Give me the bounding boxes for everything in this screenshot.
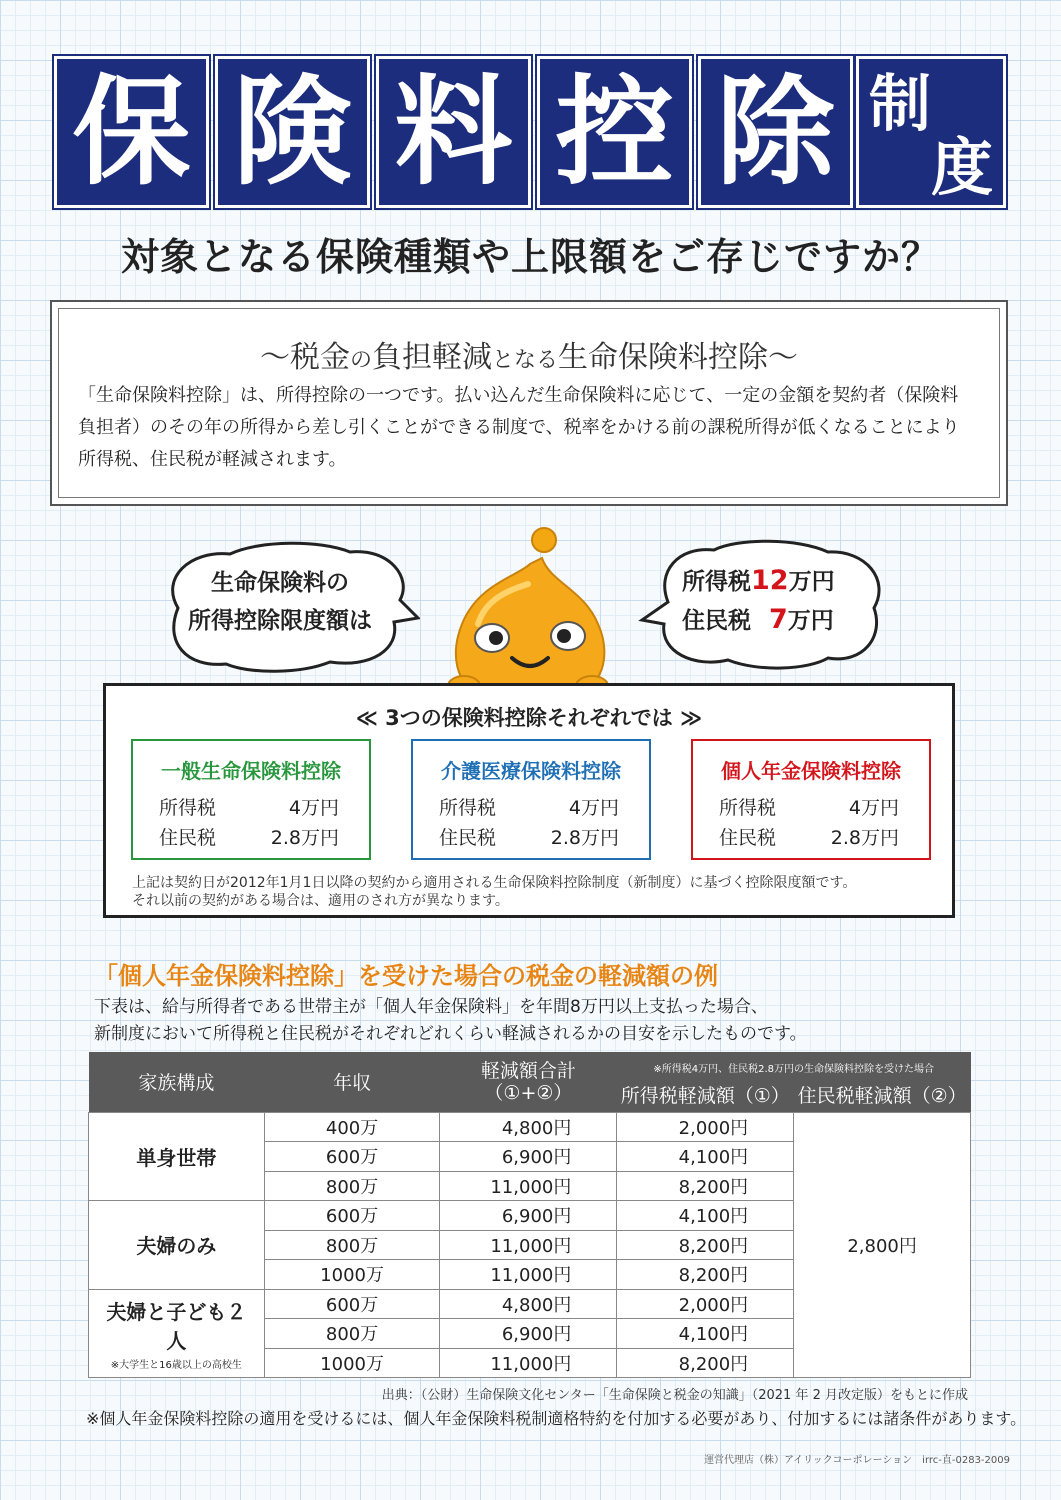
total-cell: 11,000円	[440, 1171, 617, 1201]
card-title: 介護医療保険料控除	[441, 759, 621, 783]
total-cell: 4,800円	[440, 1289, 617, 1319]
mascot-character	[438, 524, 618, 696]
income-tax-cell: 4,100円	[617, 1142, 794, 1172]
speech-bubble-left	[150, 538, 420, 676]
reduction-table	[88, 1052, 971, 1378]
card-income-label: 所得税	[719, 797, 777, 819]
income-tax-cell: 4,100円	[617, 1201, 794, 1231]
card-income-label: 所得税	[159, 797, 217, 819]
three-deductions-frame	[103, 683, 955, 918]
income-tax-label: 所得税	[682, 569, 751, 595]
card-general-life	[131, 739, 371, 860]
family-cell	[89, 1112, 265, 1201]
card-income-row	[439, 793, 619, 820]
footnote: ※個人年金保険料控除の適用を受けるには、個人年金保険料税制適格特約を付加する必要があり、付加するには諸条件があります。	[86, 1409, 1027, 1428]
card-resident-value: 2.8万円	[830, 827, 899, 849]
header-total-sub: （①+②）	[484, 1081, 573, 1104]
income-tax-cell: 2,000円	[617, 1112, 794, 1142]
bubble-right-resident-row	[682, 601, 872, 640]
bubble-right-income-row	[682, 562, 872, 601]
income-cell: 600万	[264, 1142, 440, 1172]
card-resident-row	[159, 823, 339, 850]
income-tax-cell: 2,000円	[617, 1289, 794, 1319]
resident-tax-value: 7	[769, 604, 788, 635]
note-line-2: それ以前の契約がある場合は、適用のされ方が異なります。	[132, 893, 509, 909]
income-cell: 1000万	[264, 1348, 440, 1378]
three-deductions-note	[132, 874, 856, 910]
income-tax-cell: 8,200円	[617, 1348, 794, 1378]
card-title: 一般生命保険料控除	[161, 759, 341, 783]
family-label: 単身世帯	[136, 1145, 217, 1170]
card-resident-value: 2.8万円	[550, 827, 619, 849]
card-resident-label: 住民税	[719, 827, 777, 849]
income-tax-cell: 8,200円	[617, 1171, 794, 1201]
bubble-left-line-1: 生命保険料の	[211, 570, 349, 596]
card-income-row	[159, 793, 339, 820]
total-cell: 11,000円	[440, 1260, 617, 1290]
total-cell: 11,000円	[440, 1348, 617, 1378]
income-cell: 600万	[264, 1289, 440, 1319]
heading-part-1: 〜税金	[259, 340, 350, 375]
card-nursing-medical	[411, 739, 651, 860]
intro-line-3: 所得税、住民税が軽減されます。	[78, 449, 347, 470]
heading-part-3: 負担軽減	[372, 340, 492, 375]
card-personal-pension	[691, 739, 931, 860]
title-small-char-1: 制	[869, 67, 932, 140]
intro-heading	[52, 332, 1006, 376]
card-title: 個人年金保険料控除	[721, 759, 901, 783]
card-income-value: 4万円	[288, 797, 339, 819]
card-income-row	[719, 793, 899, 820]
income-tax-cell: 4,100円	[617, 1319, 794, 1349]
example-description	[94, 994, 807, 1048]
total-cell: 11,000円	[440, 1230, 617, 1260]
title-small-block	[856, 56, 1006, 208]
title-char-4: 控	[537, 56, 692, 208]
speech-bubble-right	[638, 536, 890, 674]
card-income-value: 4万円	[568, 797, 619, 819]
desc-line-1: 下表は、給与所得者である世帯主が「個人年金保険料」を年間8万円以上支払った場合、	[94, 997, 768, 1017]
income-tax-value: 12	[751, 565, 789, 596]
resident-tax-unit: 万円	[787, 608, 834, 634]
family-label: 夫婦のみ	[136, 1234, 217, 1259]
card-resident-value: 2.8万円	[270, 827, 339, 849]
total-cell: 4,800円	[440, 1112, 617, 1142]
income-cell: 1000万	[264, 1260, 440, 1290]
header-note: ※所得税4万円、住民税2.8万円の生命保険料控除を受けた場合	[617, 1052, 971, 1078]
header-resident-tax: 住民税軽減額（②）	[794, 1078, 971, 1112]
intro-line-2: 負担者）のその年の所得から差し引くことができる制度で、税率をかける前の課税所得が低くなることにより	[78, 417, 960, 438]
income-tax-unit: 万円	[788, 569, 835, 595]
family-note: ※大学生と16歳以上の高校生	[110, 1359, 242, 1371]
title-char-1: 保	[54, 56, 209, 208]
income-cell: 800万	[264, 1171, 440, 1201]
card-resident-row	[719, 823, 899, 850]
heading-part-5: 生命保険料控除〜	[558, 340, 799, 375]
heading-part-4: となる	[492, 348, 559, 373]
resident-tax-cell: 2,800円	[794, 1112, 971, 1378]
intro-line-1: 「生命保険料控除」は、所得控除の一つです。払い込んだ生命保険料に応じて、一定の金額を契約者（保険料	[78, 385, 959, 406]
intro-frame	[50, 300, 1008, 506]
card-income-label: 所得税	[439, 797, 497, 819]
heading-part-2: の	[349, 348, 372, 373]
desc-line-2: 新制度において所得税と住民税がそれぞれどれくらい軽減されるかの目安を示したものです。	[94, 1024, 807, 1044]
example-title: 「個人年金保険料控除」を受けた場合の税金の軽減額の例	[94, 962, 718, 990]
income-tax-cell: 8,200円	[617, 1260, 794, 1290]
family-cell	[89, 1289, 265, 1378]
title-char-2: 険	[215, 56, 370, 208]
note-line-1: 上記は契約日が2012年1月1日以降の契約から適用される生命保険料控除制度（新制度）に基づく控除限度額です。	[132, 875, 857, 891]
income-cell: 600万	[264, 1201, 440, 1231]
income-cell: 800万	[264, 1319, 440, 1349]
income-tax-cell: 8,200円	[617, 1230, 794, 1260]
header-income: 年収	[264, 1052, 440, 1112]
card-income-value: 4万円	[848, 797, 899, 819]
bubble-left-line-2: 所得控除限度額は	[188, 608, 372, 634]
resident-tax-label: 住民税	[682, 608, 751, 634]
total-cell: 6,900円	[440, 1319, 617, 1349]
card-resident-row	[439, 823, 619, 850]
header-total	[440, 1052, 617, 1112]
table-row	[89, 1112, 971, 1142]
family-label: 夫婦と子ども２人	[106, 1299, 247, 1353]
subtitle: 対象となる保険種類や上限額をご存じですか？	[120, 235, 940, 279]
card-resident-label: 住民税	[159, 827, 217, 849]
title-char-5: 除	[698, 56, 853, 208]
intro-text	[78, 380, 978, 476]
card-resident-label: 住民税	[439, 827, 497, 849]
family-cell	[89, 1201, 265, 1290]
title-char-3: 料	[376, 56, 531, 208]
income-cell: 800万	[264, 1230, 440, 1260]
header-family: 家族構成	[89, 1052, 265, 1112]
header-income-tax: 所得税軽減額（①）	[617, 1078, 794, 1112]
income-cell: 400万	[264, 1112, 440, 1142]
title-small-char-2: 度	[931, 131, 994, 204]
header-total-label: 軽減額合計	[480, 1059, 576, 1082]
agency-credit: 運営代理店（株）アイリックコーポレーション irrc-直-0283-2009	[704, 1455, 1010, 1466]
total-cell: 6,900円	[440, 1201, 617, 1231]
source-citation: 出典：（公財）生命保険文化センター「生命保険と税金の知識」（2021 年 2 月改定版）をもとに作成	[381, 1388, 968, 1403]
three-deductions-title: ≪ 3つの保険料控除それぞれでは ≫	[355, 706, 703, 730]
total-cell: 6,900円	[440, 1142, 617, 1172]
